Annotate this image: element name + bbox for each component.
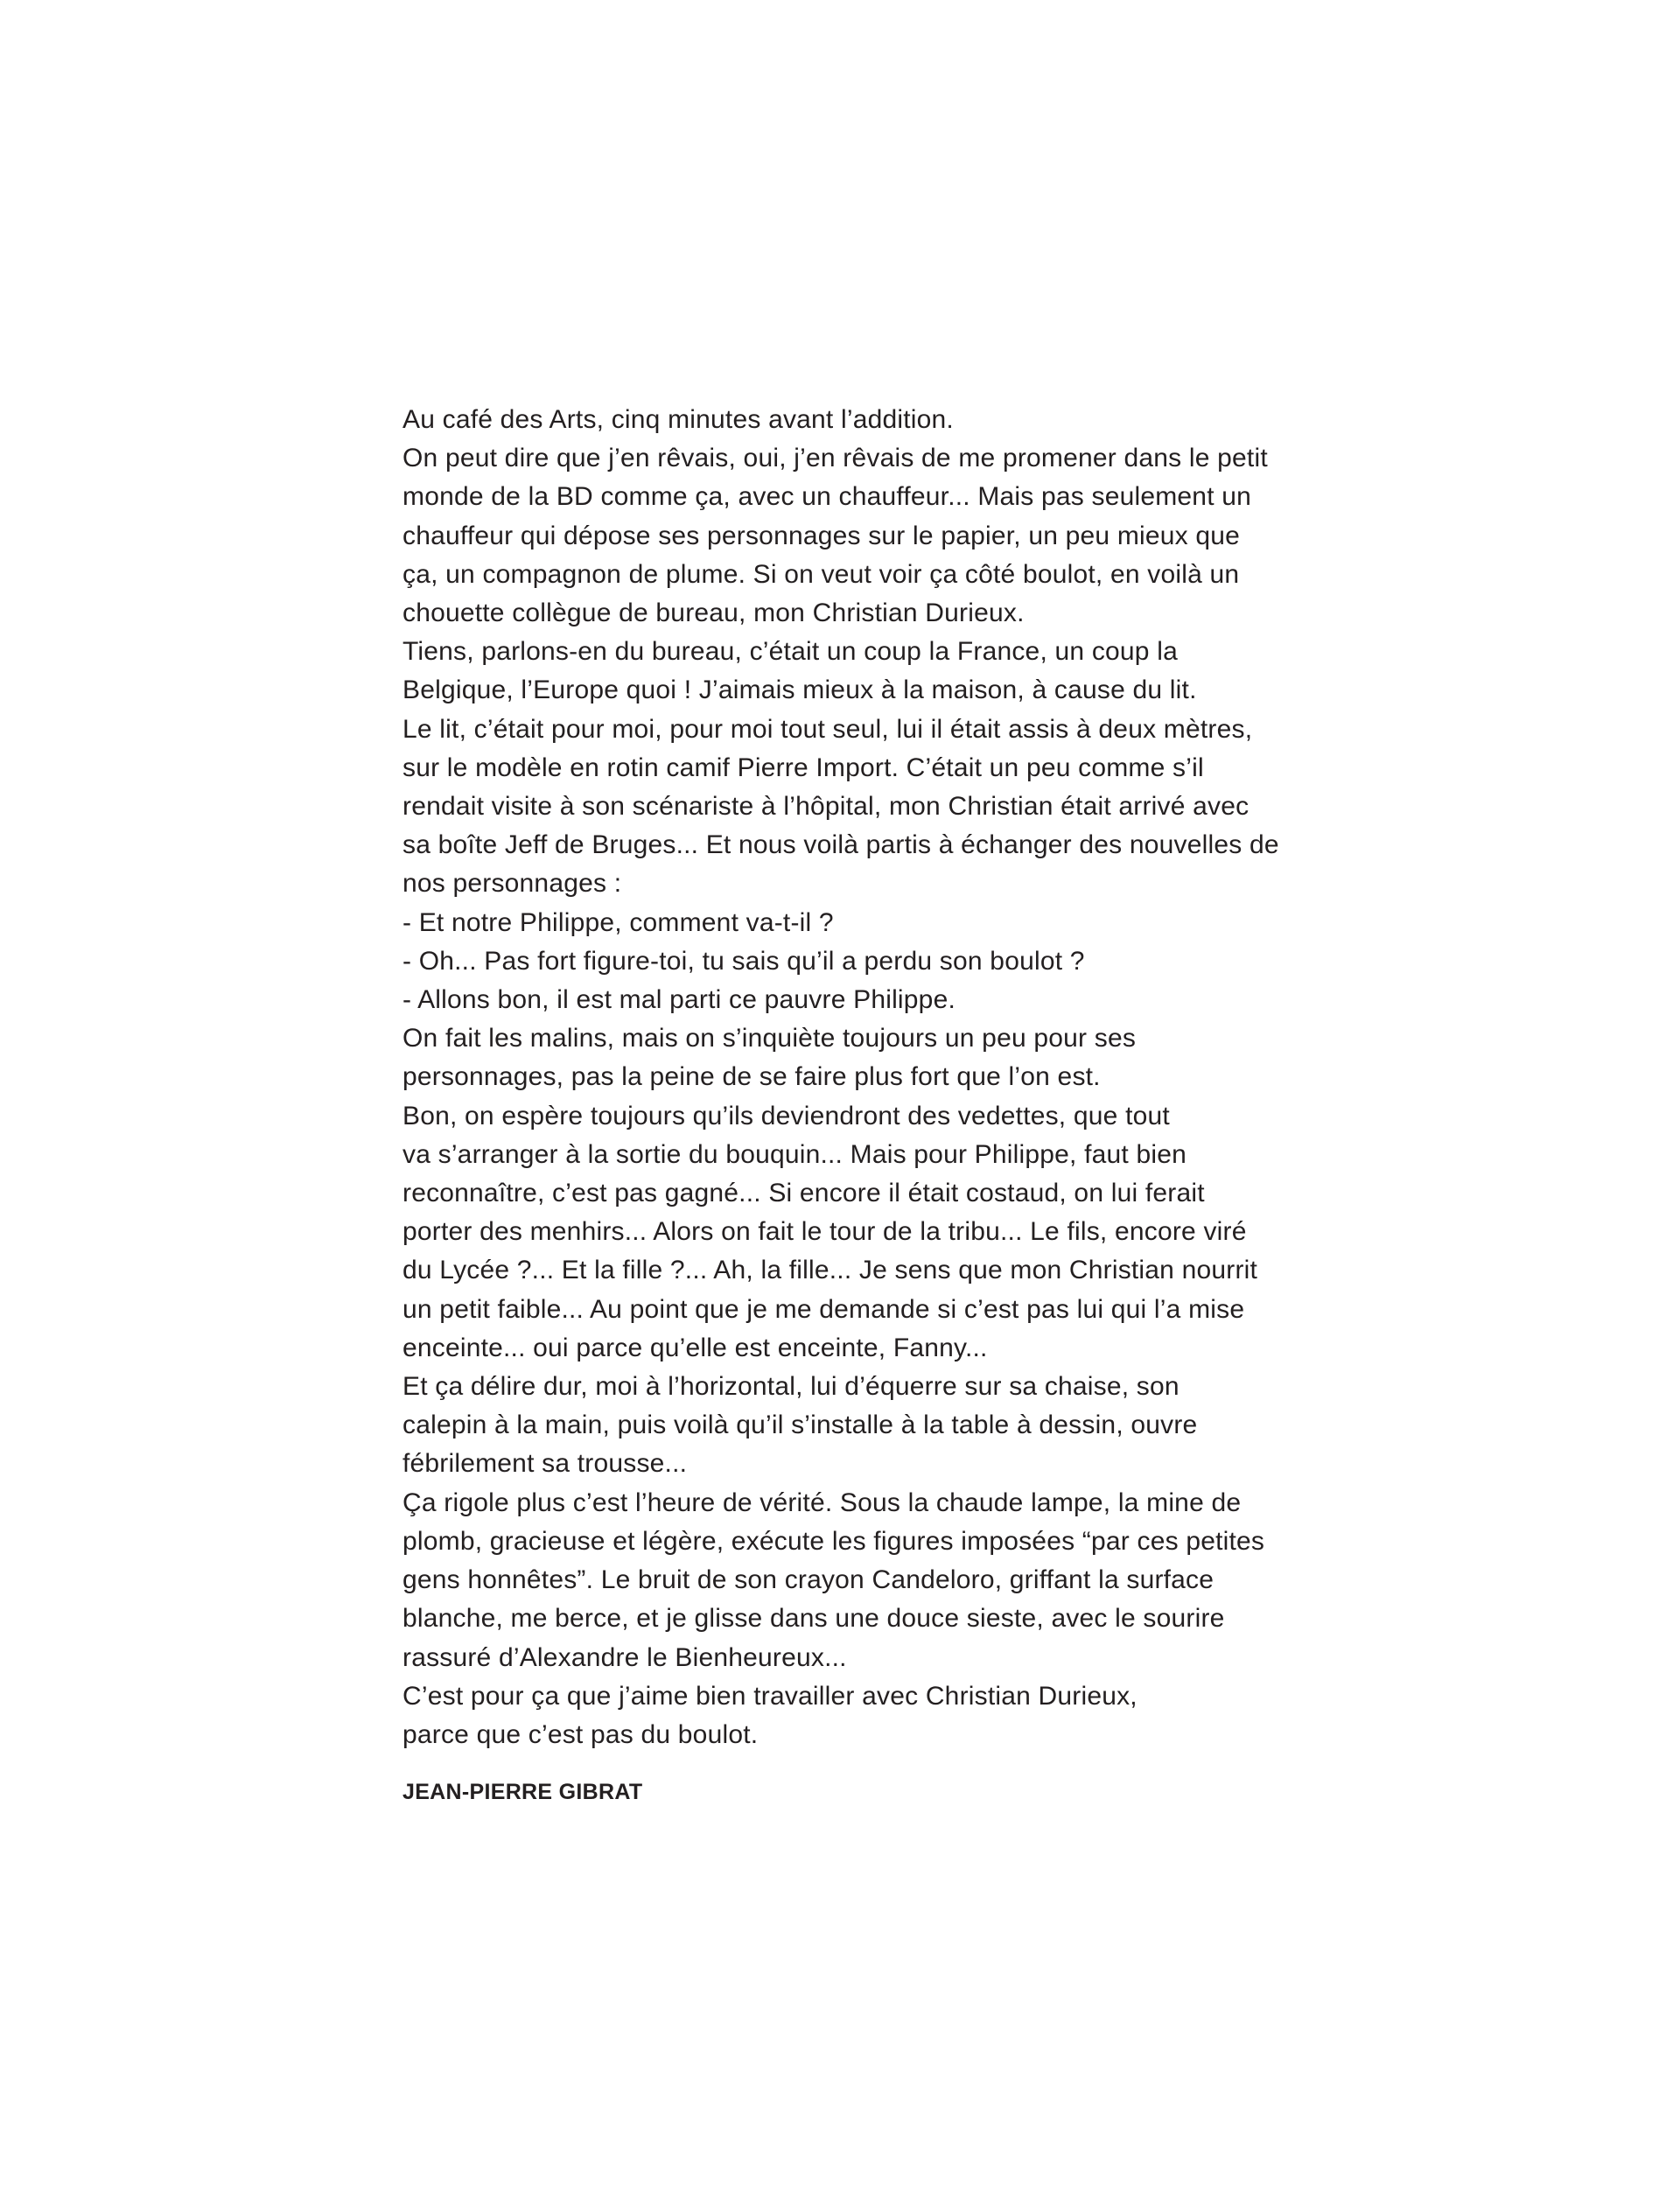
preface-text — [402, 401, 1295, 1754]
author-signature: JEAN-PIERRE GIBRAT — [402, 1780, 643, 1804]
text-line: Et ça délire dur, moi à l’horizontal, lui d’équerre sur sa chaise, son — [402, 1372, 1180, 1402]
text-line: reconnaître, c’est pas gagné... Si encore il était costaud, on lui ferait — [402, 1179, 1205, 1208]
text-line: - Et notre Philippe, comment va-t-il ? — [402, 907, 834, 937]
text-line: - Allons bon, il est mal parti ce pauvre Philippe. — [402, 985, 956, 1015]
text-line: Bon, on espère toujours qu’ils deviendront des vedettes, que tout — [402, 1101, 1170, 1130]
text-line: chouette collègue de bureau, mon Christian Durieux. — [402, 598, 1025, 628]
text-line: - Oh... Pas fort figure-toi, tu sais qu’il a perdu son boulot ? — [402, 946, 1085, 976]
text-line: ça, un compagnon de plume. Si on veut voir ça côté boulot, en voilà un — [402, 559, 1240, 589]
text-line: blanche, me berce, et je glisse dans une douce sieste, avec le sourire — [402, 1604, 1225, 1634]
text-line: rassuré d’Alexandre le Bienheureux... — [402, 1642, 847, 1672]
text-line: du Lycée ?... Et la fille ?... Ah, la fille... Je sens que mon Christian nourrit — [402, 1256, 1258, 1285]
text-line: chauffeur qui dépose ses personnages sur le papier, un peu mieux que — [402, 521, 1241, 550]
text-line: sa boîte Jeff de Bruges... Et nous voilà partis à échanger des nouvelles de — [402, 830, 1279, 860]
text-line: gens honnêtes”. Le bruit de son crayon Candeloro, griffant la surface — [402, 1565, 1214, 1595]
text-line: Au café des Arts, cinq minutes avant l’addition. — [402, 405, 954, 434]
text-line: va s’arranger à la sortie du bouquin... Mais pour Philippe, faut bien — [402, 1139, 1186, 1169]
text-line: On fait les malins, mais on s’inquiète toujours un peu pour ses — [402, 1024, 1137, 1054]
text-line: personnages, pas la peine de se faire plus fort que l’on est. — [402, 1062, 1101, 1092]
text-line: monde de la BD comme ça, avec un chauffeur... Mais pas seulement un — [402, 482, 1252, 512]
text-line: rendait visite à son scénariste à l’hôpital, mon Christian était arrivé avec — [402, 792, 1250, 822]
text-line: Belgique, l’Europe quoi ! J’aimais mieux à la maison, à cause du lit. — [402, 676, 1197, 705]
text-line: porter des menhirs... Alors on fait le tour de la tribu... Le fils, encore viré — [402, 1217, 1247, 1247]
text-line: On peut dire que j’en rêvais, oui, j’en rêvais de me promener dans le petit — [402, 444, 1268, 473]
text-line: Ça rigole plus c’est l’heure de vérité. Sous la chaude lampe, la mine de — [402, 1488, 1242, 1517]
text-line: parce que c’est pas du boulot. — [402, 1719, 759, 1749]
text-line: nos personnages : — [402, 869, 622, 899]
text-line: C’est pour ça que j’aime bien travailler avec Christian Durieux, — [402, 1681, 1138, 1711]
text-line: Tiens, parlons-en du bureau, c’était un coup la France, un coup la — [402, 637, 1178, 667]
text-line: plomb, gracieuse et légère, exécute les figures imposées “par ces petites — [402, 1526, 1265, 1556]
text-line: calepin à la main, puis voilà qu’il s’installe à la table à dessin, ouvre — [402, 1410, 1198, 1440]
text-line: fébrilement sa trousse... — [402, 1449, 688, 1479]
text-line: Le lit, c’était pour moi, pour moi tout seul, lui il était assis à deux mètres, — [402, 714, 1253, 744]
text-line: enceinte... oui parce qu’elle est enceinte, Fanny... — [402, 1333, 988, 1362]
text-line: un petit faible... Au point que je me demande si c’est pas lui qui l’a mise — [402, 1294, 1245, 1324]
text-line: sur le modèle en rotin camif Pierre Import. C’était un peu comme s’il — [402, 752, 1204, 782]
